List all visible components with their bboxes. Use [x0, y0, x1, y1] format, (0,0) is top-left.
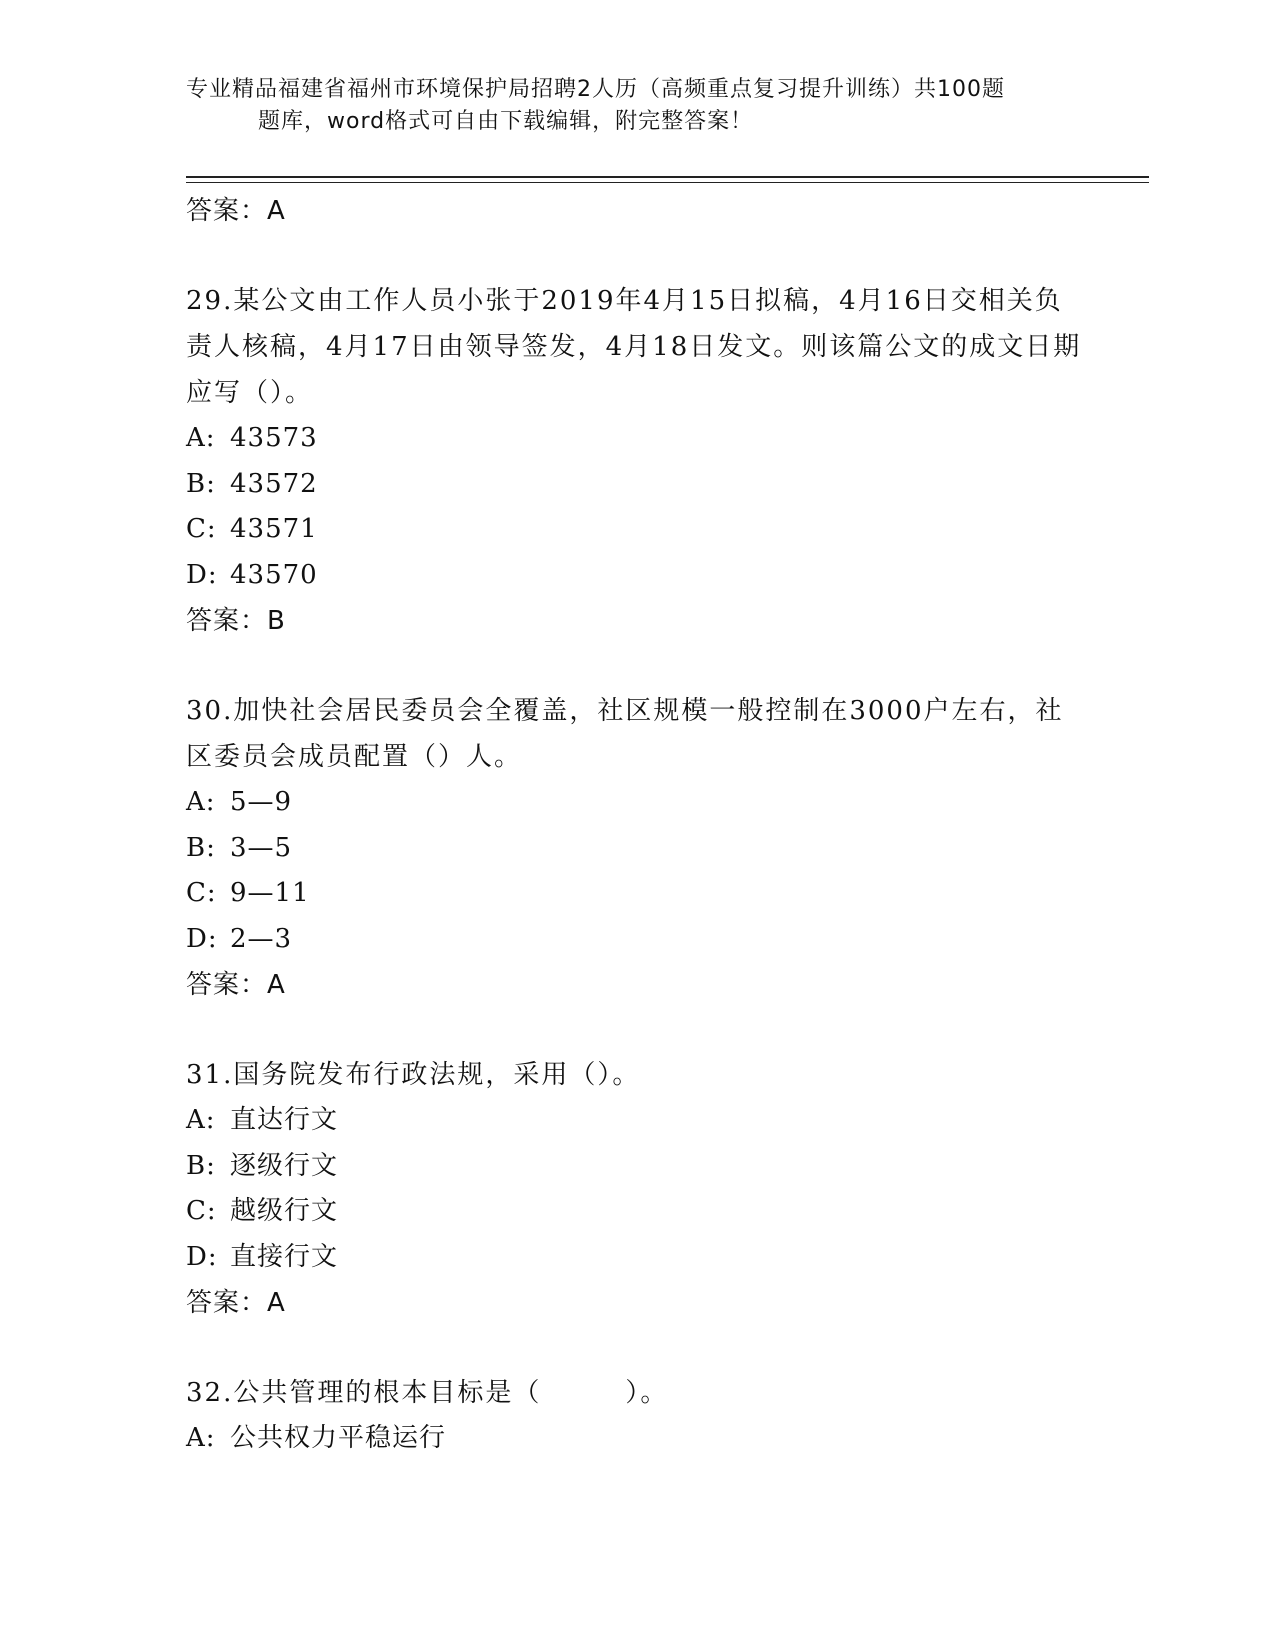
- option-text: 43571: [230, 514, 318, 544]
- question-block: [186, 1052, 1086, 1326]
- question-text: 32.公共管理的根本目标是（ ）。: [186, 1378, 669, 1408]
- option-key: A:: [186, 787, 216, 817]
- question-text: 31.国务院发布行政法规，采用（）。: [186, 1060, 641, 1090]
- question-block: [186, 688, 1086, 1008]
- option-text: 逐级行文: [230, 1150, 339, 1181]
- header-rule-thin: [186, 182, 1149, 183]
- question-block: [186, 1370, 1086, 1462]
- option-b: [186, 826, 1086, 872]
- answer-line: 答案：B: [186, 606, 286, 636]
- option-text: 公共权力平稳运行: [230, 1423, 447, 1453]
- option-a: [186, 780, 1086, 826]
- question-text: 30.加快社会居民委员会全覆盖，社区规模一般控制在3000户左右，社区委员会成员配置（）人。: [186, 696, 1064, 772]
- question-list: [186, 188, 1086, 1462]
- option-key: C:: [186, 514, 217, 544]
- option-c: [186, 871, 1086, 917]
- option-a: [186, 1416, 1086, 1462]
- option-key: A:: [186, 1105, 216, 1135]
- answer-line: 答案：A: [186, 970, 286, 1000]
- option-text: 43573: [230, 423, 318, 453]
- option-key: A:: [186, 1423, 216, 1453]
- option-c: [186, 507, 1086, 553]
- question-text: 29.某公文由工作人员小张于2019年4月15日拟稿，4月16日交相关负责人核稿，4月17日由领导签发，4月18日发文。则该篇公文的成文日期应写（）。: [186, 286, 1082, 408]
- header-rule-thick: [186, 176, 1149, 178]
- option-key: D:: [186, 923, 218, 954]
- option-a: [186, 416, 1086, 462]
- option-key: D:: [186, 1241, 218, 1272]
- option-text: 直达行文: [230, 1105, 339, 1135]
- answer-line: 答案：A: [186, 196, 286, 226]
- option-key: B:: [186, 468, 216, 499]
- question-block: [186, 278, 1086, 644]
- answer-line: 答案：A: [186, 1288, 286, 1318]
- option-text: 3—5: [230, 832, 293, 863]
- option-b: [186, 1144, 1086, 1190]
- option-a: [186, 1098, 1086, 1144]
- option-text: 2—3: [230, 923, 293, 954]
- option-key: C:: [186, 1196, 217, 1226]
- option-key: C:: [186, 878, 217, 908]
- option-d: [186, 553, 1086, 599]
- header-line-2: 题库，word格式可自由下载编辑，附完整答案！: [258, 109, 754, 134]
- header-line-1: 专业精品福建省福州市环境保护局招聘2人历（高频重点复习提升训练）共100题: [186, 77, 1005, 102]
- option-text: 43572: [230, 468, 318, 499]
- option-text: 5—9: [230, 787, 293, 817]
- option-key: B:: [186, 832, 216, 863]
- option-text: 越级行文: [230, 1196, 339, 1226]
- document-header: [186, 74, 1086, 138]
- option-key: D:: [186, 559, 218, 590]
- option-key: B:: [186, 1150, 216, 1181]
- option-c: [186, 1189, 1086, 1235]
- option-key: A:: [186, 423, 216, 453]
- option-b: [186, 462, 1086, 508]
- option-text: 直接行文: [230, 1241, 339, 1272]
- option-text: 9—11: [230, 878, 310, 908]
- option-text: 43570: [230, 559, 318, 590]
- option-d: [186, 917, 1086, 963]
- option-d: [186, 1235, 1086, 1281]
